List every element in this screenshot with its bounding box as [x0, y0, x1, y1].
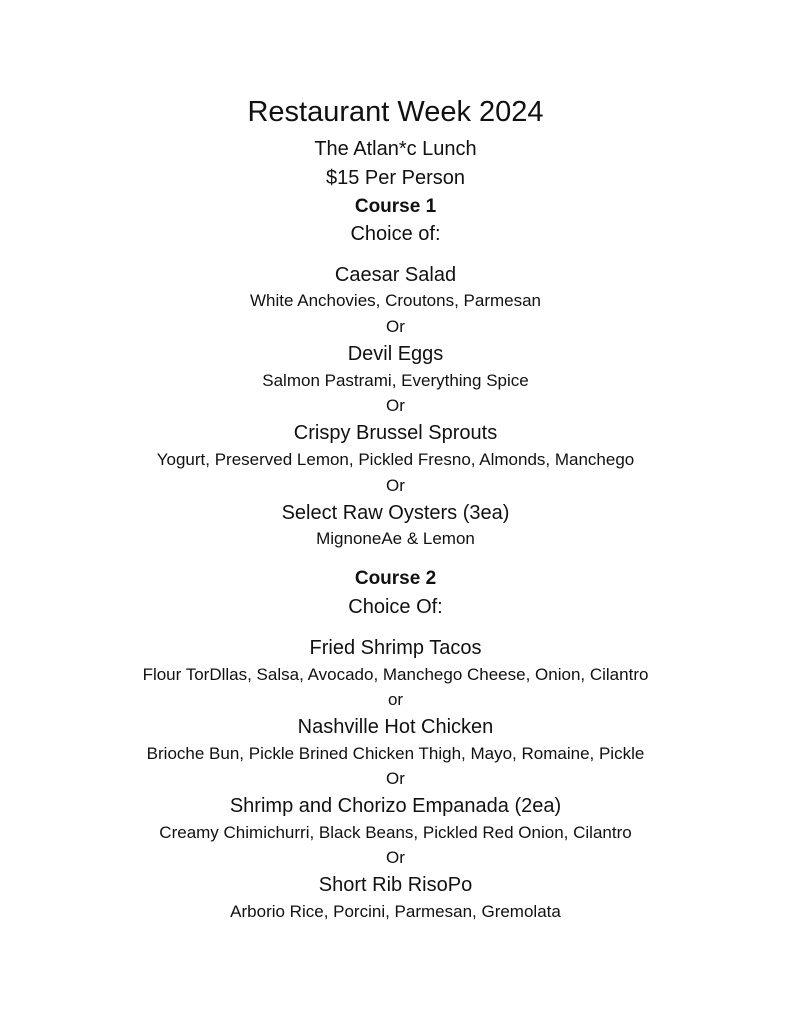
course-2-choice-label: Choice Of: — [348, 596, 443, 618]
or-separator: Or — [386, 476, 405, 495]
dish-name: Select Raw Oysters (3ea) — [281, 502, 510, 524]
course-1-choice-label: Choice of: — [350, 223, 441, 245]
dish-name: Devil Eggs — [347, 343, 444, 365]
dish-description: Flour TorDllas, Salsa, Avocado, Manchego Cheese, Onion, Cilantro — [142, 665, 649, 684]
or-separator: Or — [386, 317, 405, 336]
dish-name: Short Rib RisoPo — [318, 874, 473, 896]
or-separator: Or — [386, 769, 405, 788]
dish-description: Yogurt, Preserved Lemon, Pickled Fresno, Almonds, Manchego — [156, 450, 635, 469]
lunch-subtitle: The Atlan*c Lunch — [314, 138, 477, 160]
dish-description: White Anchovies, Croutons, Parmesan — [249, 291, 542, 310]
dish-description: Salmon Pastrami, Everything Spice — [262, 371, 529, 390]
dish-name: Crispy Brussel Sprouts — [293, 422, 498, 444]
dish-description: Brioche Bun, Pickle Brined Chicken Thigh, Mayo, Romaine, Pickle — [146, 744, 645, 763]
or-separator: or — [387, 690, 404, 709]
course-1-heading: Course 1 — [354, 196, 437, 217]
or-separator: Or — [386, 396, 405, 415]
course-2-heading: Course 2 — [354, 568, 437, 589]
dish-description: MignoneAe & Lemon — [316, 529, 475, 548]
dish-description: Arborio Rice, Porcini, Parmesan, Gremolata — [230, 902, 561, 921]
dish-name: Shrimp and Chorizo Empanada (2ea) — [229, 795, 562, 817]
price-per-person: $15 Per Person — [326, 167, 465, 189]
dish-name: Caesar Salad — [334, 264, 457, 286]
dish-name: Nashville Hot Chicken — [297, 716, 494, 738]
dish-name: Fried Shrimp Tacos — [309, 637, 482, 659]
or-separator: Or — [386, 848, 405, 867]
page-title: Restaurant Week 2024 — [247, 96, 544, 128]
dish-description: Creamy Chimichurri, Black Beans, Pickled Red Onion, Cilantro — [159, 823, 632, 842]
